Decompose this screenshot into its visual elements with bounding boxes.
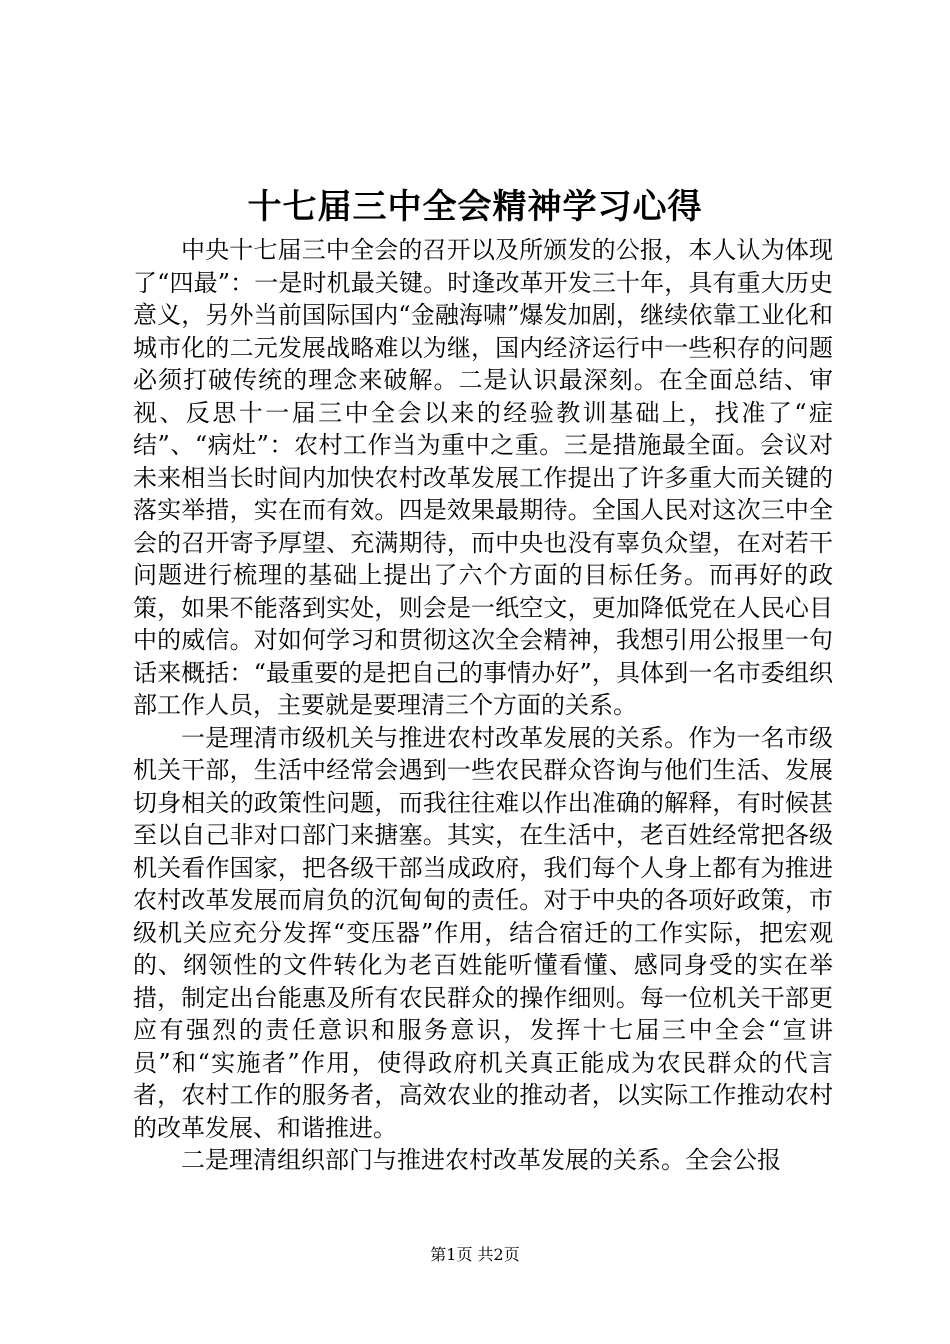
paragraph-1: 中央十七届三中全会的召开以及所颁发的公报，本人认为体现了“四最”：一是时机最关键。时逢改革开发三十年，具有重大历史意义，另外当前国际国内“金融海啸”爆发加剧，继续依靠工业化和城市化的二元发展战略难以为继，国内经济运行中一些积存的问题必须打破传统的理念来破解。二是认识最深刻。在全面总结、审视、反思十一届三中全会以来的经验教训基础上，找准了“症结”、“病灶”：农村工作当为重中之重。三是措施最全面。会议对未来相当长时间内加快农村改革发展工作提出了许多重大而关键的落实举措，实在而有效。四是效果最期待。全国人民对这次三中全会的召开寄予厚望、充满期待，而中央也没有辜负众望，在对若干问题进行梳理的基础上提出了六个方面的目标任务。而再好的政策，如果不能落到实处，则会是一纸空文，更加降低党在人民心目中的威信。对如何学习和贯彻这次全会精神，我想引用公报里一句话来概括：“最重要的是把自己的事情办好”，具体到一名市委组织部工作人员，主要就是要理清三个方面的关系。 <box>133 236 833 719</box>
page-number: 第1页 共2页 <box>430 1245 520 1264</box>
paragraph-3: 二是理清组织部门与推进农村改革发展的关系。全会公报 <box>181 1146 781 1174</box>
paragraph-2: 一是理清市级机关与推进农村改革发展的关系。作为一名市级机关干部，生活中经常会遇到一些农民群众咨询与他们生活、发展切身相关的政策性问题，而我往往难以作出准确的解释，有时候甚至以自己非对口部门来搪塞。其实，在生活中，老百姓经常把各级机关看作国家，把各级干部当成政府，我们每个人身上都有为推进农村改革发展而肩负的沉甸甸的责任。对于中央的各项好政策，市级机关应充分发挥“变压器”作用，结合宿迁的工作实际，把宏观的、纲领性的文件转化为老百姓能听懂看懂、感同身受的实在举措，制定出台能惠及所有农民群众的操作细则。每一位机关干部更应有强烈的责任意识和服务意识，发挥十七届三中全会“宣讲员”和“实施者”作用，使得政府机关真正能成为农民群众的代言者，农村工作的服务者，高效农业的推动者，以实际工作推动农村的改革发展、和谐推进。 <box>133 723 833 1142</box>
document-body <box>133 234 833 1177</box>
page-title: 十七届三中全会精神学习心得 <box>247 187 703 227</box>
